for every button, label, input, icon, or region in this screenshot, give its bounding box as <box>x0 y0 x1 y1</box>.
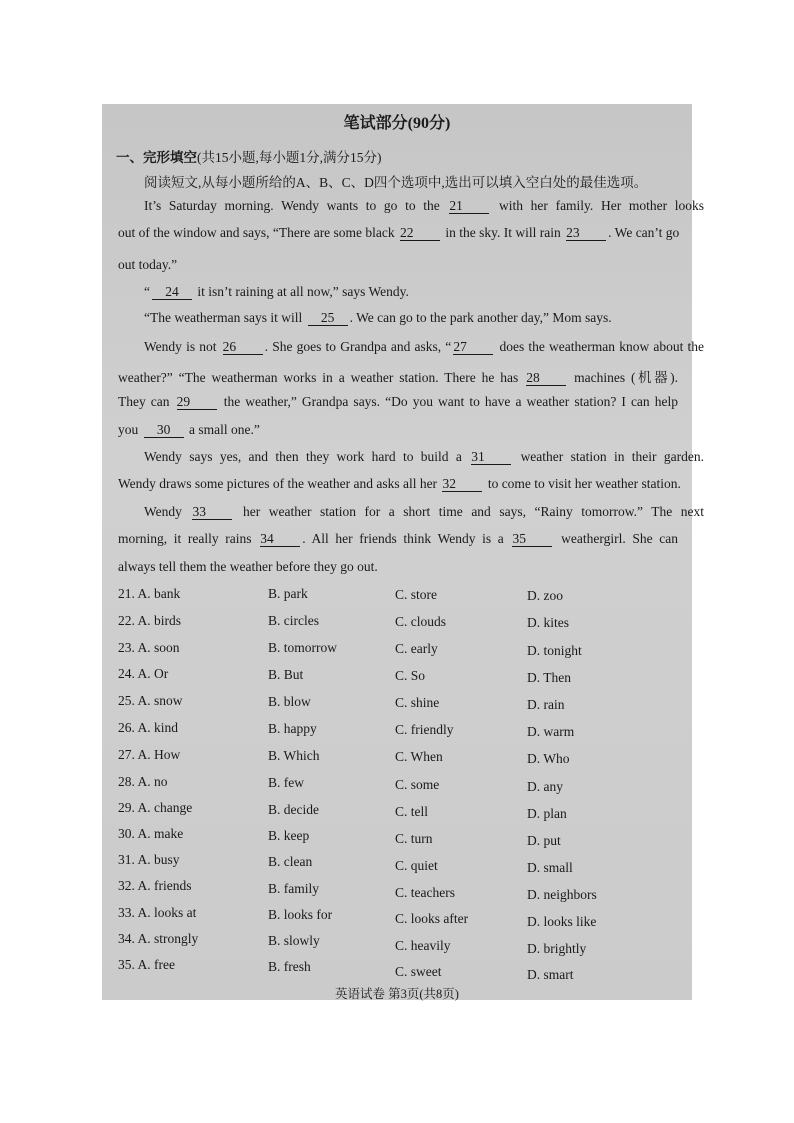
option-b: B. clean <box>268 854 313 869</box>
option-b: B. tomorrow <box>268 640 337 655</box>
passage-line: Wendy says yes, and then they work hard to build a 31 weather station in their garden. <box>144 449 704 464</box>
option-c: C. sweet <box>395 964 442 979</box>
option-b: B. fresh <box>268 959 311 974</box>
option-a: 22. A. birds <box>118 613 182 628</box>
option-d: D. Then <box>527 670 571 685</box>
answer-blank: 27 <box>453 340 493 355</box>
passage-line: morning, it really rains 34 . All her friends think Wendy is a 35 weathergirl. She can <box>118 531 678 546</box>
option-b: B. blow <box>268 694 311 709</box>
option-d: D. zoo <box>527 588 563 603</box>
option-a: 28. A. no <box>118 774 168 789</box>
option-a: 25. A. snow <box>118 693 183 708</box>
passage-line: “The weatherman says it will 25 . We can go to the park another day,” Mom says. <box>144 310 612 325</box>
option-b: B. park <box>268 586 308 601</box>
option-c: C. teachers <box>395 885 455 900</box>
option-a: 26. A. kind <box>118 720 179 735</box>
option-c: C. looks after <box>395 911 469 926</box>
option-c: C. tell <box>395 804 428 819</box>
option-c: C. When <box>395 749 443 764</box>
option-b: B. happy <box>268 721 317 736</box>
option-c: C. store <box>395 587 437 602</box>
option-a: 23. A. soon <box>118 640 180 655</box>
passage-line: Wendy draws some pictures of the weather and asks all her 32 to come to visit her weather station. <box>118 476 681 491</box>
option-c: C. quiet <box>395 858 438 873</box>
passage-line: out of the window and says, “There are some black 22 in the sky. It will rain 23 . We can’t go <box>118 225 680 240</box>
option-d: D. smart <box>527 967 574 982</box>
option-a: 30. A. make <box>118 826 184 841</box>
option-a: 32. A. friends <box>118 878 192 893</box>
option-d: D. small <box>527 860 573 875</box>
option-a: 27. A. How <box>118 747 181 762</box>
page-title: 笔试部分(90分) <box>343 115 451 132</box>
option-c: C. early <box>395 641 438 656</box>
page-footer: 英语试卷 第3页(共8页) <box>335 987 459 1001</box>
answer-blank: 29 <box>177 395 217 410</box>
option-a: 24. A. Or <box>118 666 169 681</box>
passage-line: Wendy is not 26 . She goes to Grandpa and asks, “ 27 does the weatherman know about the <box>144 339 705 354</box>
option-b: B. family <box>268 881 319 896</box>
option-a: 34. A. strongly <box>118 931 199 946</box>
option-d: D. plan <box>527 806 567 821</box>
option-c: C. some <box>395 777 440 792</box>
answer-blank: 28 <box>526 371 566 386</box>
option-a: 29. A. change <box>118 800 193 815</box>
exam-page <box>102 104 705 1001</box>
option-b: B. few <box>268 775 304 790</box>
option-a: 21. A. bank <box>118 586 181 601</box>
option-b: B. decide <box>268 802 319 817</box>
answer-blank: 30 <box>144 423 184 438</box>
passage-line: They can 29 the weather,” Grandpa says. “Do you want to have a weather station? I can help <box>118 394 678 409</box>
option-b: B. circles <box>268 613 319 628</box>
option-c: C. So <box>395 668 426 683</box>
option-d: D. rain <box>527 697 565 712</box>
option-d: D. neighbors <box>527 887 597 902</box>
option-c: C. friendly <box>395 722 454 737</box>
option-b: B. Which <box>268 748 320 763</box>
option-c: C. shine <box>395 695 440 710</box>
passage-line: always tell them the weather before they go out. <box>118 559 378 574</box>
option-a: 31. A. busy <box>118 852 180 867</box>
answer-blank: 25 <box>308 311 348 326</box>
section-note: (共15小题,每小题1分,满分15分) <box>197 150 382 165</box>
passage-line: “ 24 it isn’t raining at all now,” says Wendy. <box>144 284 409 299</box>
option-b: B. looks for <box>268 907 333 922</box>
option-d: D. brightly <box>527 941 587 956</box>
passage-line: Wendy 33 her weather station for a short time and says, “Rainy tomorrow.” The next <box>144 504 705 519</box>
answer-blank: 24 <box>152 285 192 300</box>
option-d: D. tonight <box>527 643 582 658</box>
option-a: 35. A. free <box>118 957 175 972</box>
option-b: B. slowly <box>268 933 320 948</box>
passage-line: you 30 a small one.” <box>118 422 260 437</box>
option-b: B. But <box>268 667 304 682</box>
option-d: D. warm <box>527 724 575 739</box>
passage-line: It’s Saturday morning. Wendy wants to go to the 21 with her family. Her mother looks <box>144 198 704 213</box>
option-d: D. looks like <box>527 914 597 929</box>
section-title: 一、完形填空 <box>116 150 197 165</box>
option-a: 33. A. looks at <box>118 905 197 920</box>
passage-line: weather?” “The weatherman works in a weather station. There he has 28 machines (机器). <box>118 370 678 385</box>
option-d: D. put <box>527 833 561 848</box>
answer-blank: 26 <box>223 340 263 355</box>
option-d: D. any <box>527 779 563 794</box>
answer-blank: 34 <box>260 532 300 547</box>
answer-blank: 22 <box>400 226 440 241</box>
answer-blank: 31 <box>471 450 511 465</box>
instructions: 阅读短文,从每小题所给的A、B、C、D四个选项中,选出可以填入空白处的最佳选项。 <box>144 175 648 190</box>
option-d: D. Who <box>527 751 570 766</box>
option-b: B. keep <box>268 828 310 843</box>
option-c: C. clouds <box>395 614 447 629</box>
answer-blank: 21 <box>449 199 489 214</box>
option-c: C. turn <box>395 831 433 846</box>
option-d: D. kites <box>527 615 569 630</box>
answer-blank: 35 <box>512 532 552 547</box>
passage-line: out today.” <box>118 257 178 272</box>
answer-blank: 33 <box>192 505 232 520</box>
answer-blank: 32 <box>442 477 482 492</box>
section-heading <box>116 146 382 166</box>
option-c: C. heavily <box>395 938 451 953</box>
answer-blank: 23 <box>566 226 606 241</box>
